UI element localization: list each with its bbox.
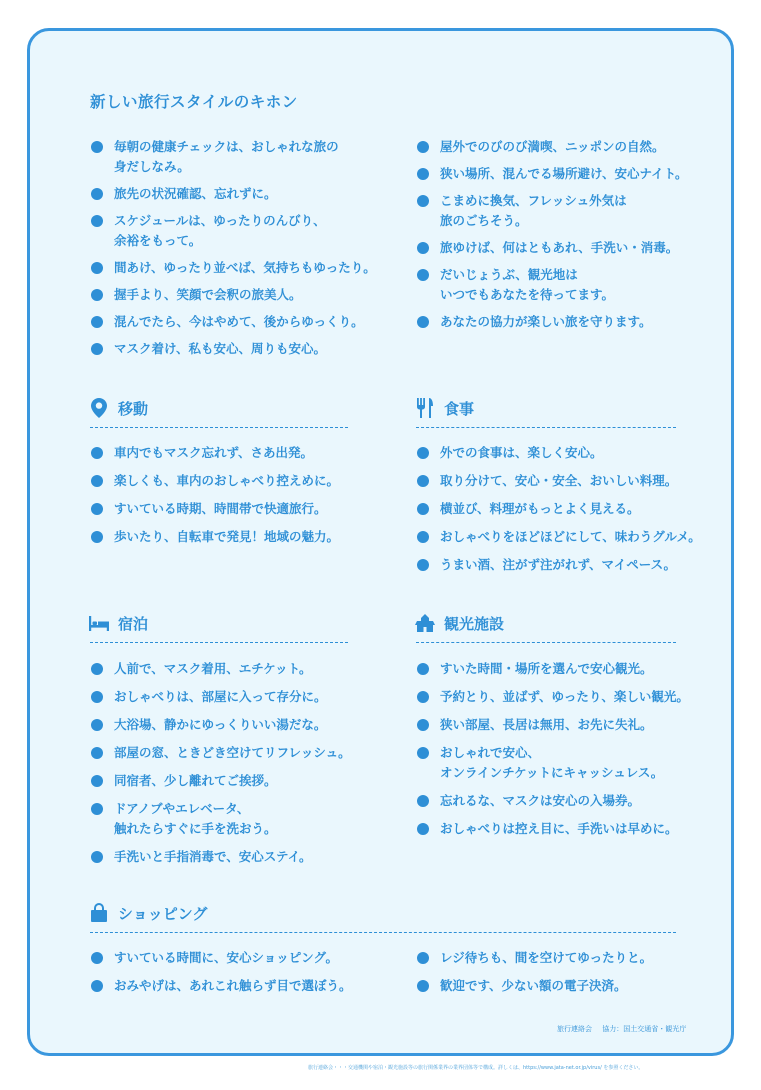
list-item: 屋外でのびのび満喫、ニッポンの自然。 [416, 137, 716, 157]
list-item: すいている時期、時間帯で快適旅行。 [90, 499, 400, 519]
section-heading-idou [88, 397, 148, 419]
list-item: おしゃべりは、部屋に入って存分に。 [90, 687, 400, 707]
list-item: 混んでたら、今はやめて、後からゆっくり。 [90, 312, 400, 332]
list-item: 歩いたり、自転車で発見！地域の魅力。 [90, 527, 400, 547]
section-title: 宿泊 [118, 614, 149, 633]
shopping-bag-icon [88, 902, 110, 924]
footer-support: 協力：国土交通省・観光庁 [602, 1025, 687, 1033]
list-item: すいた時間・場所を選んで安心観光。 [416, 659, 716, 679]
list-item: あなたの協力が楽しい旅を守ります。 [416, 312, 716, 332]
dashed-divider [416, 642, 676, 643]
list-item: 部屋の窓、ときどき空けてリフレッシュ。 [90, 743, 400, 763]
list-item: こまめに換気、フレッシュ外気は 旅のごちそう。 [416, 191, 716, 231]
section-title: 移動 [118, 399, 149, 418]
kanko-list [416, 659, 716, 847]
list-item: 歓迎です、少ない額の電子決済。 [416, 976, 716, 996]
footnote: 旅行連絡会・・・交通機関や宿泊・観光施設等の旅行関係業界の業界団体等で構成。詳しくは、https://www.jata-net.or.jp/virus/ を参照ください。 [308, 1065, 644, 1071]
location-pin-icon [88, 397, 110, 419]
section-heading-shokuji [414, 397, 474, 419]
list-item: ドアノブやエレベータ、 触れたらすぐに手を洗おう。 [90, 799, 400, 839]
list-item: 予約とり、並ばず、ゆったり、楽しい観光。 [416, 687, 716, 707]
list-item: 狭い場所、混んでる場所避け、安心ナイト。 [416, 164, 716, 184]
bed-icon [88, 612, 110, 634]
section-heading-shopping [88, 902, 207, 924]
list-item: おしゃれで安心、 オンラインチケットにキャッシュレス。 [416, 743, 716, 783]
fork-knife-icon [414, 397, 436, 419]
list-item: 同宿者、少し離れてご挨拶。 [90, 771, 400, 791]
shopping-left-list [90, 948, 400, 1004]
list-item: 間あけ、ゆったり並べば、気持ちもゆったり。 [90, 258, 400, 278]
list-item: おみやげは、あれこれ触らず目で選ぼう。 [90, 976, 400, 996]
shokuji-list [416, 443, 716, 583]
list-item: 旅先の状況確認、忘れずに。 [90, 184, 400, 204]
footer-credits [557, 1024, 686, 1034]
list-item: マスク着け、私も安心、周りも安心。 [90, 339, 400, 359]
basics-right-column [416, 137, 716, 339]
list-item: おしゃべりをほどほどにして、味わうグルメ。 [416, 527, 716, 547]
list-item: うまい酒、注がず注がれず、マイペース。 [416, 555, 716, 575]
list-item: 毎朝の健康チェックは、おしゃれな旅の 身だしなみ。 [90, 137, 400, 177]
section-heading-shukuhaku [88, 612, 148, 634]
list-item: 大浴場、静かにゆっくりいい湯だな。 [90, 715, 400, 735]
dashed-divider [90, 427, 348, 428]
dashed-divider [90, 932, 676, 933]
list-item: 取り分けて、安心・安全、おいしい料理。 [416, 471, 716, 491]
section-title: 観光施設 [444, 614, 505, 633]
basics-left-column [90, 137, 400, 366]
section-heading-kanko [414, 612, 504, 634]
list-item: すいている時間に、安心ショッピング。 [90, 948, 400, 968]
list-item: だいじょうぶ、観光地は いつでもあなたを待ってます。 [416, 265, 716, 305]
idou-list [90, 443, 400, 555]
list-item: スケジュールは、ゆったりのんびり、 余裕をもって。 [90, 211, 400, 251]
list-item: 外での食事は、楽しく安心。 [416, 443, 716, 463]
list-item: 楽しくも、車内のおしゃべり控えめに。 [90, 471, 400, 491]
section-title: ショッピング [118, 904, 208, 923]
dashed-divider [416, 427, 676, 428]
list-item: 車内でもマスク忘れず、さあ出発。 [90, 443, 400, 463]
list-item: 忘れるな、マスクは安心の入場券。 [416, 791, 716, 811]
list-item: 握手より、笑顔で会釈の旅美人。 [90, 285, 400, 305]
page-title: 新しい旅行スタイルのキホン [90, 93, 298, 111]
list-item: レジ待ちも、間を空けてゆったりと。 [416, 948, 716, 968]
list-item: 旅ゆけば、何はともあれ、手洗い・消毒。 [416, 238, 716, 258]
list-item: 人前で、マスク着用、エチケット。 [90, 659, 400, 679]
list-item: おしゃべりは控え目に、手洗いは早めに。 [416, 819, 716, 839]
section-title: 食事 [444, 399, 475, 418]
list-item: 狭い部屋、長居は無用、お先に失礼。 [416, 715, 716, 735]
castle-icon [414, 612, 436, 634]
shopping-right-list [416, 948, 716, 1004]
list-item: 横並び、料理がもっとよく見える。 [416, 499, 716, 519]
shukuhaku-list [90, 659, 400, 875]
footer-org: 旅行連絡会 [557, 1025, 592, 1033]
dashed-divider [90, 642, 348, 643]
list-item: 手洗いと手指消毒で、安心ステイ。 [90, 847, 400, 867]
